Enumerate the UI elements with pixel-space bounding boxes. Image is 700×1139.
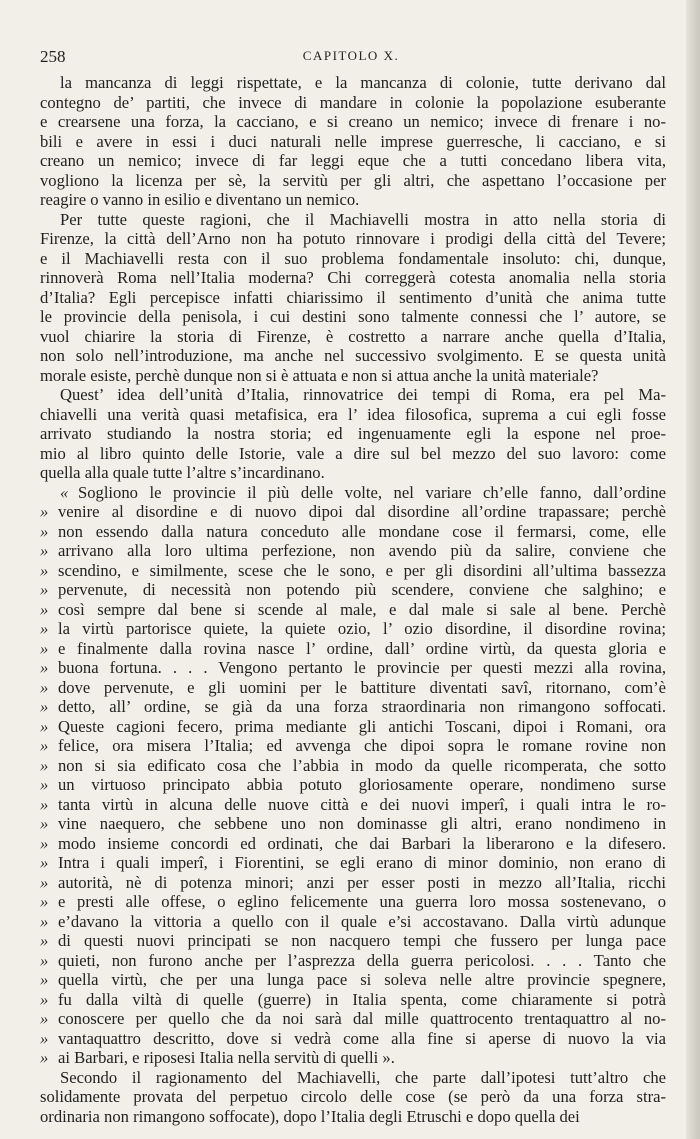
line-text: quieti, non furono anche per l’asprezza della guerra pericolosi. . . . Tanto che [58,950,666,970]
quote-mark: » [40,658,49,677]
quote-mark: » [40,736,49,755]
quote-mark: « [60,482,69,502]
page-header [40,47,662,67]
text-line [40,912,666,932]
line-text: reagire o vanno in esilio e diventano un nemico. [40,190,360,209]
line-text: ai Barbari, e riposesi Italia nella servitù di quelli ». [58,1048,395,1067]
text-line [40,873,666,893]
quote-mark: » [40,1009,49,1028]
line-text: Quest’ idea dell’unità d’Italia, rinnovatrice dei tempi di Roma, era pel Ma- [60,385,666,404]
text-line [40,463,666,483]
line-text: creano un nemico; invece di far leggi eque che a tutti concedano libera vita, [40,151,666,170]
text-line [40,346,666,366]
text-line [40,385,666,405]
line-text: d’Italia? Egli percepisce infatti chiarissimo il sentimento d’unità che anima tutte [40,287,666,307]
line-text: non si sia edificato cosa che l’abbia in modo da quelle ricomperata, che sotto [58,755,666,775]
quote-mark: » [40,1048,49,1067]
text-line [40,483,666,503]
line-text: vine naequero, che sebbene uno non dominasse gli altri, erano nondimeno in [58,814,666,833]
line-text: scendino, e similmente, scese che le sono, e per gli disordini all’ultima bassezza [58,560,666,580]
text-line [40,327,666,347]
page-body [40,73,666,1126]
quote-mark: » [40,755,49,775]
text-line [40,1009,666,1029]
text-line [40,1087,666,1107]
text-line [40,249,666,269]
paragraph [40,483,666,1068]
quote-mark: » [40,794,49,814]
quote-mark: » [40,541,49,560]
line-text: la mancanza di leggi rispettate, e la mancanza di colonie, tutte derivano dal [60,73,666,92]
text-line [40,132,666,152]
page-edge-shadow [686,0,700,1139]
text-line [40,775,666,795]
line-text: quella virtù, che per una lunga pace si soleva nelle altre provincie spegnere, [58,970,666,989]
quote-mark: » [40,638,49,658]
text-line [40,795,666,815]
text-line [40,600,666,620]
line-text: autorità, nè di potenza minori; anzi per esser posti in mezzo all’Italia, ricchi [58,872,666,892]
text-line [40,814,666,834]
text-line [40,1048,666,1068]
paragraph [40,385,666,483]
text-line [40,190,666,210]
line-text: pervenute, di necessità non potendo più scendere, conviene che salghino; e [58,580,666,599]
line-text: Queste cagioni fecero, prima mediante gli antichi Toscani, dipoi i Romani, ora [58,716,666,736]
line-text: di questi nuovi principati se non nacquero tempi che fussero per lunga pace [58,931,666,950]
quote-mark: » [40,677,49,697]
line-text: chiavelli una verità quasi metafisica, era l’ idea filosofica, suprema a cui egli fosse [40,404,666,424]
page-number: 258 [40,47,66,66]
line-text: Firenze, la città dell’Arno non ha potuto rinnovare i prodigi della città del Tevere; [40,229,666,248]
line-text: la virtù partorisce quiete, la quiete ozio, l’ ozio disordine, il disordine rovina; [58,619,666,638]
line-text: arrivato studiando la nostra storia; ed ingenuamente egli la espone nel proe- [40,424,666,443]
line-text: quella alla quale tutte l’altre s’incardinano. [40,463,325,482]
line-text: e finalmente dalla rovina nasce l’ ordine, dall’ ordine virtù, da questa gloria e [58,638,666,658]
line-text: e presti alle offese, o eglino felicemente una guerra loro mossa sostenevano, o [58,892,666,911]
quote-mark: » [40,1028,49,1048]
text-line [40,678,666,698]
line-text: morale esiste, perchè dunque non si è attuata e non si attua anche la unità materiale? [40,365,599,385]
quote-mark: » [40,892,49,911]
text-line [40,970,666,990]
text-line [40,892,666,912]
text-line [40,288,666,308]
quote-mark: » [40,599,49,619]
line-text: fu dalla viltà di quelle (guerre) in Italia spenta, come chiaramente si potrà [58,989,666,1009]
line-text: tanta virtù in alcuna delle nuove città e dei nuovi imperî, i quali intra le ro- [58,794,666,814]
text-line [40,307,666,327]
text-line [40,366,666,386]
line-text: non essendo dalla natura conceduto alle mondane cose il fermarsi, come, elle [58,521,666,541]
line-text: solidamente provata del perpetuo circolo delle cose (se però da una forza stra- [40,1087,666,1106]
text-line [40,697,666,717]
text-line [40,736,666,756]
text-line [40,990,666,1010]
line-text: conoscere per quello che da noi sarà dal mille quattrocento trentaquattro al no- [58,1009,666,1028]
text-line [40,229,666,249]
line-text: non solo nell’introduzione, ma anche nel successivo svolgimento. E se questa unità [40,346,666,365]
text-line [40,1107,666,1127]
quote-mark: » [40,989,49,1009]
line-text: vogliono la licenza per sè, la servitù per gli altri, che aspettano l’occasione per [40,170,666,190]
paragraph [40,73,666,210]
line-text: bili e avere in essi i duci naturali nelle imprese guerresche, li cacciano, e si [40,131,666,151]
text-line [40,931,666,951]
quote-mark: » [40,697,49,716]
line-text: dove pervenute, e gli uomini per le battiture diventati savî, ritornano, com’è [58,677,666,697]
line-text: ordinaria non rimangono soffocate), dopo l’Italia degli Etruschi e dopo quella dei [40,1106,580,1126]
text-line [40,1068,666,1088]
quote-mark: » [40,833,49,853]
text-line [40,171,666,191]
line-text: Intra i quali imperî, i Fiorentini, se egli erano di minor dominio, non erano di [58,853,666,872]
quote-mark: » [40,814,49,833]
line-text: e crearsene una forza, la cacciano, e si creano un nemico; invece di frenare i no- [40,112,666,131]
paragraph [40,210,666,386]
text-line [40,268,666,288]
text-line [40,619,666,639]
line-text: così sempre dal bene si scende al male, e dal male si sale al bene. Perchè [58,599,666,619]
line-text: venire al disordine e di nuovo dipoi dal disordine all’ordine trapassare; perchè [58,502,666,521]
text-line [40,502,666,522]
quote-mark: » [40,950,49,970]
text-line [40,73,666,93]
paragraph [40,1068,666,1127]
text-line [40,561,666,581]
line-text: buona fortuna. . . . Vengono pertanto le provincie per questi mezzi alla rovina, [58,658,666,677]
quote-mark: » [40,521,49,541]
text-line [40,853,666,873]
line-text: rinnoverà Roma nell’Italia moderna? Chi correggerà cotesta anomalia nella storia [40,268,666,287]
line-text: vuol chiarire la storia di Firenze, è costretto a narrare anche quella d’Italia, [40,326,666,346]
quote-mark: » [40,560,49,580]
text-line [40,580,666,600]
line-text: Sogliono le provincie il più delle volte, nel variare ch’elle fanno, dall’ordine [78,482,666,502]
text-line [40,424,666,444]
line-text: arrivano alla loro ultima perfezione, non avendo più da salire, conviene che [58,541,666,560]
quote-mark: » [40,580,49,599]
text-line [40,951,666,971]
quote-mark: » [40,931,49,950]
line-text: detto, all’ ordine, se già da una forza straordinaria non rimangono soffocati. [58,697,666,716]
quote-mark: » [40,970,49,989]
line-text: Secondo il ragionamento del Machiavelli, che parte dall’ipotesi tutt’altro che [60,1067,666,1087]
quote-mark: » [40,619,49,638]
line-text: vantaquattro descritto, dove si vedrà come alla fine si aperse di nuovo la via [58,1028,666,1048]
line-text: un virtuoso principato abbia potuto gloriosamente operare, nondimeno surse [58,775,666,794]
line-text: modo insieme concordi ed ordinati, che dai Barbari la liberarono e la difesero. [58,833,666,853]
text-line [40,834,666,854]
text-line [40,1029,666,1049]
text-line [40,658,666,678]
quote-mark: » [40,853,49,872]
quote-mark: » [40,775,49,794]
text-line [40,444,666,464]
line-text: contegno de’ partiti, che invece di mandare in colonie la popolazione esuberante [40,92,666,112]
running-head: CAPITOLO X. [302,48,400,63]
text-line [40,541,666,561]
text-line [40,405,666,425]
text-line [40,756,666,776]
text-line [40,93,666,113]
text-line [40,717,666,737]
quote-mark: » [40,502,49,521]
line-text: felice, ora misera l’Italia; ed avvenga che dipoi sopra le romane rovine non [58,736,666,755]
text-line [40,639,666,659]
line-text: le provincie della penisola, i cui destini sono talmente connessi che l’ autore, se [40,307,666,326]
text-line [40,210,666,230]
quote-mark: » [40,911,49,931]
line-text: Per tutte queste ragioni, che il Machiavelli mostra in atto nella storia di [60,209,666,229]
quote-mark: » [40,716,49,736]
text-line [40,151,666,171]
text-line [40,112,666,132]
quote-mark: » [40,872,49,892]
line-text: e il Machiavelli resta con il suo problema fondamentale insoluto: chi, dunque, [40,248,666,268]
line-text: mio al libro quinto delle Istorie, vale a dire sul bel mezzo del suo lavoro: come [40,443,666,463]
line-text: e’davano la vittoria a quello con il quale e’si accostavano. Dalla virtù adunque [58,911,666,931]
text-line [40,522,666,542]
